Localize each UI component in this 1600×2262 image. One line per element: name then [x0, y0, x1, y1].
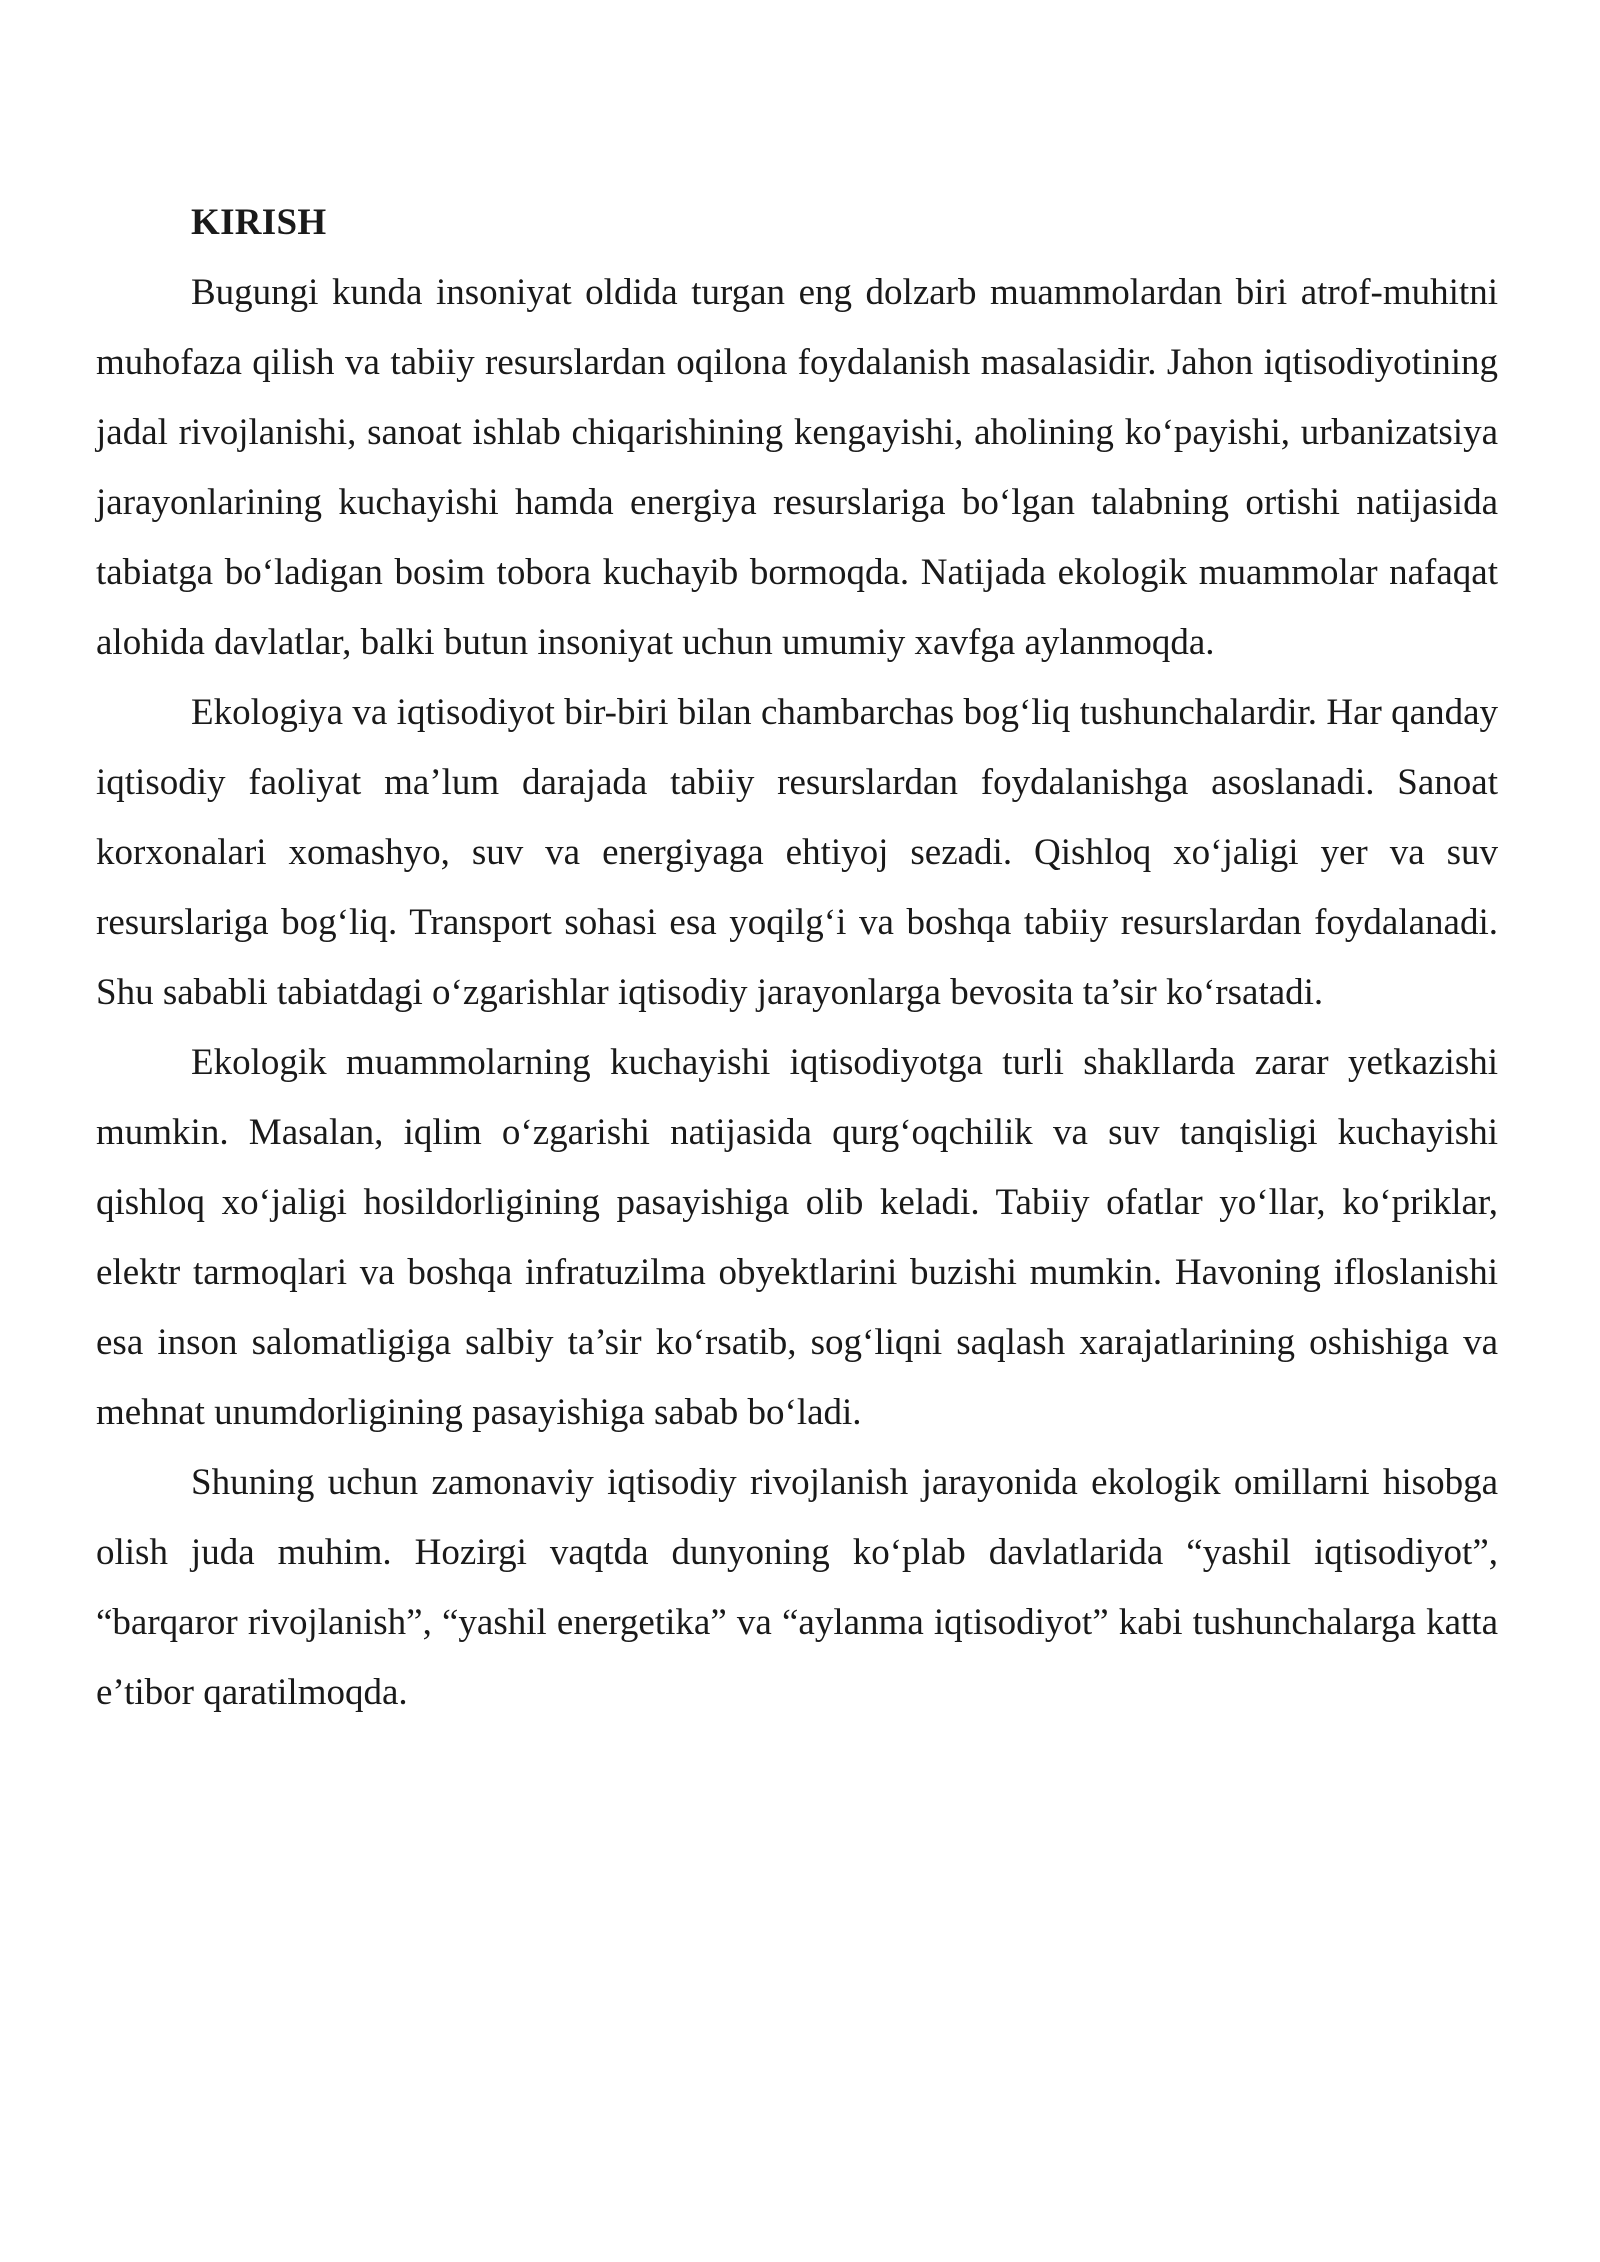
paragraph-1: Bugungi kunda insoniyat oldida turgan eng dolzarb muammolardan biri atrof-muhitni muhofaza qilish va tabiiy resurslardan oqilona foydalanish masalasidir. Jahon iqtisodiyotining jadal rivojlanishi, sanoat ishlab chiqarishining kengayishi, aholining ko‘payishi, urbanizatsiya jarayonlarining kuchayishi hamda energiya resurslariga bo‘lgan talabning ortishi natijasida tabiatga bo‘ladigan bosim tobora kuchayib bormoqda. Natijada ekologik muammolar nafaqat alohida davlatlar, balki butun insoniyat uchun umumiy xavfga aylanmoqda. — [96, 272, 1498, 663]
paragraph-4: Shuning uchun zamonaviy iqtisodiy rivojlanish jarayonida ekologik omillarni hisobga olish juda muhim. Hozirgi vaqtda dunyoning ko‘plab davlatlarida “yashil iqtisodiyot”, “barqaror rivojlanish”, “yashil energetika” va “aylanma iqtisodiyot” kabi tushunchalarga katta e’tibor qaratilmoqda. — [96, 1462, 1498, 1713]
paragraph-2: Ekologiya va iqtisodiyot bir-biri bilan chambarchas bog‘liq tushunchalardir. Har qanday iqtisodiy faoliyat ma’lum darajada tabiiy resurslardan foydalanishga asoslanadi. Sanoat korxonalari xomashyo, suv va energiyaga ehtiyoj sezadi. Qishloq xo‘jaligi yer va suv resurslariga bog‘liq. Transport sohasi esa yoqilg‘i va boshqa tabiiy resurslardan foydalanadi. Shu sababli tabiatdagi o‘zgarishlar iqtisodiy jarayonlarga bevosita ta’sir ko‘rsatadi. — [96, 692, 1498, 1013]
section-heading: KIRISH — [191, 202, 327, 243]
paragraph-3: Ekologik muammolarning kuchayishi iqtisodiyotga turli shakllarda zarar yetkazishi mumkin. Masalan, iqlim o‘zgarishi natijasida qurg‘oqchilik va suv tanqisligi kuchayishi qishloq xo‘jaligi hosildorligining pasayishiga olib keladi. Tabiiy ofatlar yo‘llar, ko‘priklar, elektr tarmoqlari va boshqa infratuzilma obyektlarini buzishi mumkin. Havoning ifloslanishi esa inson salomatligiga salbiy ta’sir ko‘rsatib, sog‘liqni saqlash xarajatlarining oshishiga va mehnat unumdorligining pasayishiga sabab bo‘ladi. — [96, 1042, 1498, 1433]
